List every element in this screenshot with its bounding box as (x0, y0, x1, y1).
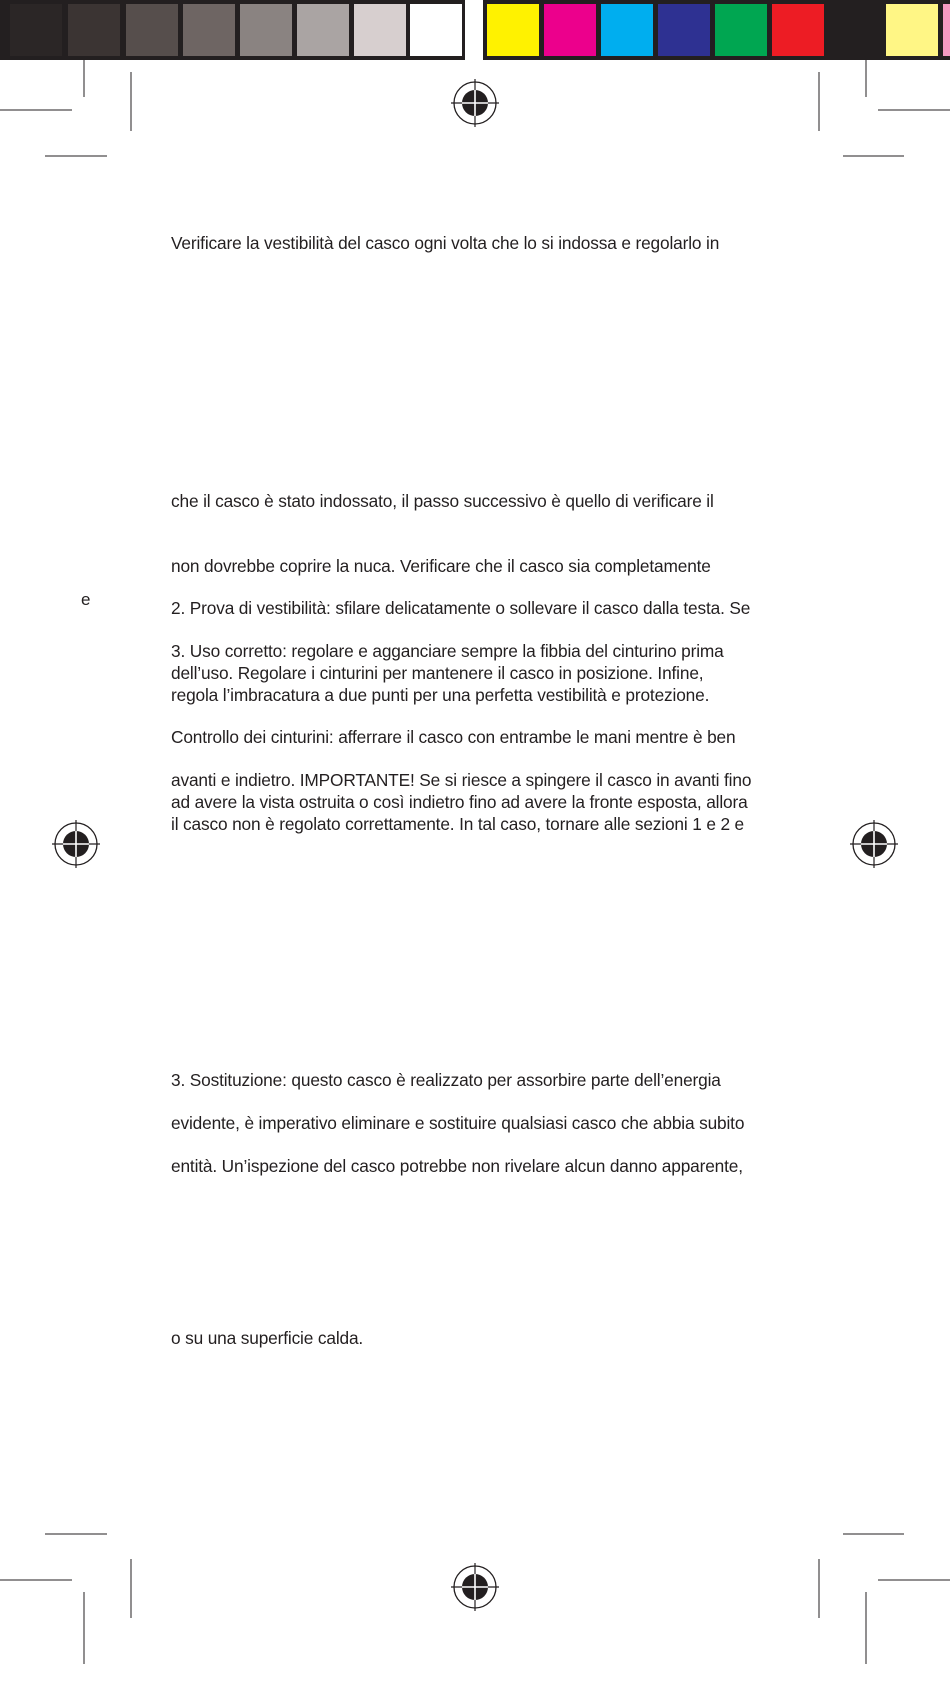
registration-target-icon (449, 77, 501, 129)
paragraph-strap-check: Controllo dei cinturini: afferrare il casco con entrambe le mani mentre è ben (171, 727, 736, 747)
gray-swatch (240, 4, 292, 56)
registration-target-icon (50, 818, 102, 870)
process-swatch (943, 4, 950, 56)
process-swatch (658, 4, 710, 56)
stray-glyph: e (81, 590, 91, 609)
paragraph-fit-test: 2. Prova di vestibilità: sfilare delicatamente o sollevare il casco dalla testa. Se (171, 598, 751, 618)
paragraph-hot-surface: o su una superficie calda. (171, 1328, 364, 1348)
gray-swatch (354, 4, 406, 56)
gray-swatch (410, 4, 462, 56)
paragraph-replace-helmet: evidente, è imperativo eliminare e sostituire qualsiasi casco che abbia subito (171, 1113, 745, 1133)
gray-swatch (0, 4, 8, 56)
process-swatch (886, 4, 938, 56)
process-swatch (487, 4, 539, 56)
paragraph-inspection: entità. Un’ispezione del casco potrebbe non rivelare alcun danno apparente, (171, 1156, 743, 1176)
registration-target-icon (848, 818, 900, 870)
process-swatch (544, 4, 596, 56)
paragraph-important: avanti e indietro. IMPORTANTE! Se si riesce a spingere il casco in avanti fino ad avere la vista ostruita o così indietro fino ad avere la fronte esposta, allora il casco non è regolato correttamente. In tal caso, tornare alle sezioni 1 e 2 e (171, 770, 752, 834)
paragraph-fit-check: Verificare la vestibilità del casco ogni volta che lo si indossa e regolarlo in (171, 233, 720, 253)
paragraph-replacement: 3. Sostituzione: questo casco è realizzato per assorbire parte dell’energia (171, 1070, 721, 1090)
process-swatch (715, 4, 767, 56)
process-swatch (829, 4, 881, 56)
gray-swatch (297, 4, 349, 56)
paragraph-correct-use: 3. Uso corretto: regolare e agganciare sempre la fibbia del cinturino prima dell’uso. Regolare i cinturini per mantenere il casco in posizione. Infine, regola l’imbracatura a due punti per una perfetta vestibilità e protezione. (171, 641, 724, 705)
registration-mark-top (449, 77, 501, 129)
paragraph-nape: non dovrebbe coprire la nuca. Verificare che il casco sia completamente (171, 556, 711, 576)
registration-mark-bottom (449, 1561, 501, 1613)
process-swatch (772, 4, 824, 56)
process-swatch (601, 4, 653, 56)
color-bar-graphic (0, 0, 950, 62)
registration-mark-right (848, 818, 900, 870)
gray-swatch (10, 4, 62, 56)
registration-mark-left (50, 818, 102, 870)
paragraph-worn-check: che il casco è stato indossato, il passo successivo è quello di verificare il (171, 491, 714, 511)
gray-swatch (183, 4, 235, 56)
printer-color-bar (0, 0, 950, 62)
registration-target-icon (449, 1561, 501, 1613)
gray-swatch (126, 4, 178, 56)
gray-swatch (68, 4, 120, 56)
